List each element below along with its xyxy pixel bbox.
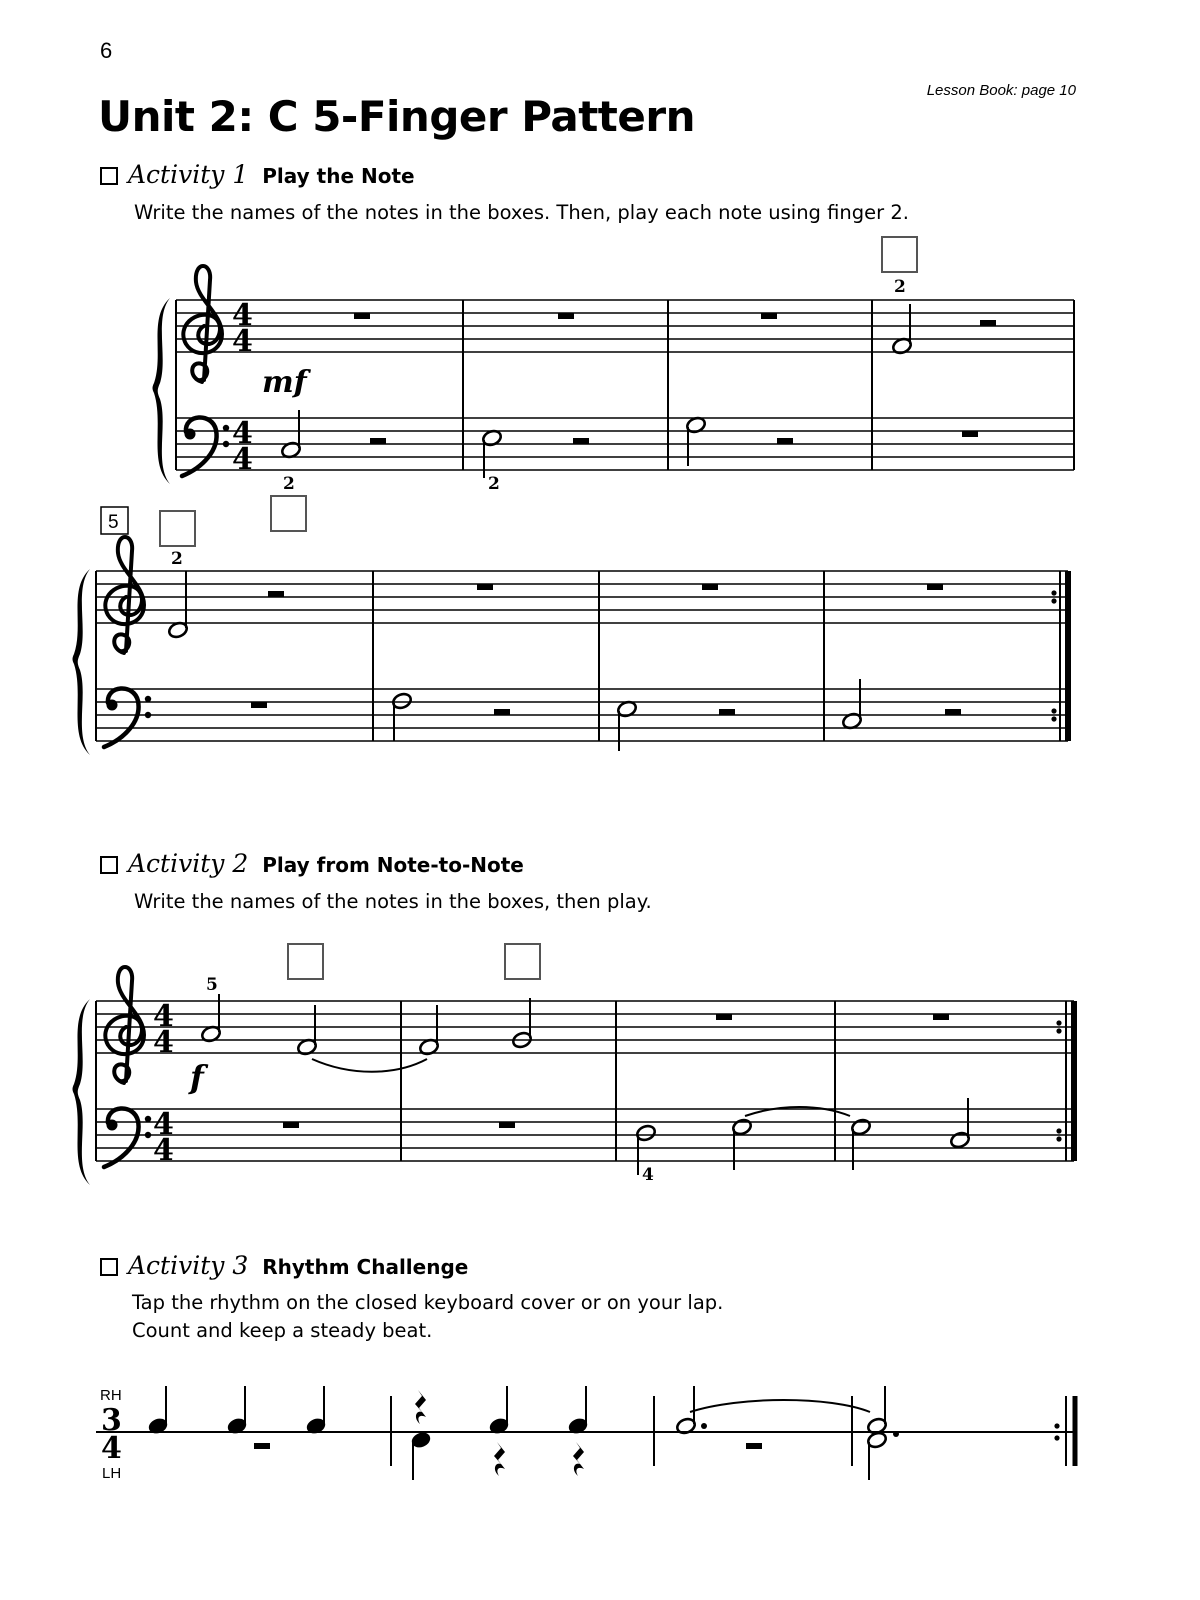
- lesson-book-reference: Lesson Book: page 10: [926, 82, 1076, 99]
- activity-2-title: Play from Note-to-Note: [262, 853, 524, 877]
- svg-text:4: 4: [101, 1431, 122, 1466]
- time-sig-bottom-1: 4: [232, 324, 253, 359]
- answer-box-4: [288, 944, 323, 979]
- svg-text:3: 3: [101, 1403, 122, 1438]
- system-3: [96, 1001, 1074, 1161]
- svg-text:4: 4: [153, 1133, 174, 1168]
- system-2: [96, 571, 1068, 741]
- answer-box-2: [160, 511, 195, 546]
- svg-text:2: 2: [488, 474, 500, 494]
- svg-text:4: 4: [642, 1165, 654, 1185]
- dynamic-f: f: [190, 1058, 204, 1096]
- activity-1-title: Play the Note: [262, 164, 415, 188]
- activity-3-label: Activity 3: [128, 1251, 249, 1280]
- rh-label: RH: [100, 1387, 122, 1404]
- time-sig-top-1: 4: [232, 298, 253, 333]
- svg-text:5: 5: [206, 975, 218, 995]
- answer-box-3: [271, 496, 306, 531]
- unit-title: Unit 2: C 5-Finger Pattern: [98, 92, 695, 141]
- svg-text:4: 4: [153, 1025, 174, 1060]
- fingering: 2: [283, 474, 295, 494]
- activity-3-title: Rhythm Challenge: [262, 1255, 469, 1279]
- measure-number: 5: [108, 512, 119, 533]
- time-sig-bottom-1b: 4: [232, 442, 253, 477]
- dynamic-mf: mf: [262, 365, 307, 400]
- activity-1-instructions: Write the names of the notes in the boxes. Then, play each note using finger 2.: [134, 201, 909, 224]
- activity-3-instructions-line-1: Tap the rhythm on the closed keyboard cover or on your lap.: [132, 1291, 724, 1314]
- lh-label: LH: [102, 1465, 122, 1482]
- time-sig-top-1b: 4: [232, 416, 253, 451]
- svg-text:4: 4: [153, 1107, 174, 1142]
- answer-box-1: [882, 237, 917, 272]
- svg-text:2: 2: [171, 549, 183, 569]
- svg-text:2: 2: [894, 277, 906, 297]
- treble-clef-1: [183, 266, 222, 382]
- answer-box-5: [505, 944, 540, 979]
- activity-1-label: Activity 1: [128, 160, 249, 189]
- activity-3-instructions-line-2: Count and keep a steady beat.: [132, 1319, 433, 1342]
- bass-clef-1: [182, 417, 229, 476]
- svg-text:4: 4: [153, 999, 174, 1034]
- system-1: [176, 300, 1074, 470]
- activity-2-instructions: Write the names of the notes in the boxes, then play.: [134, 890, 652, 913]
- activity-2-label: Activity 2: [128, 849, 249, 878]
- page-number: 6: [100, 38, 113, 63]
- brace-1: [153, 298, 171, 484]
